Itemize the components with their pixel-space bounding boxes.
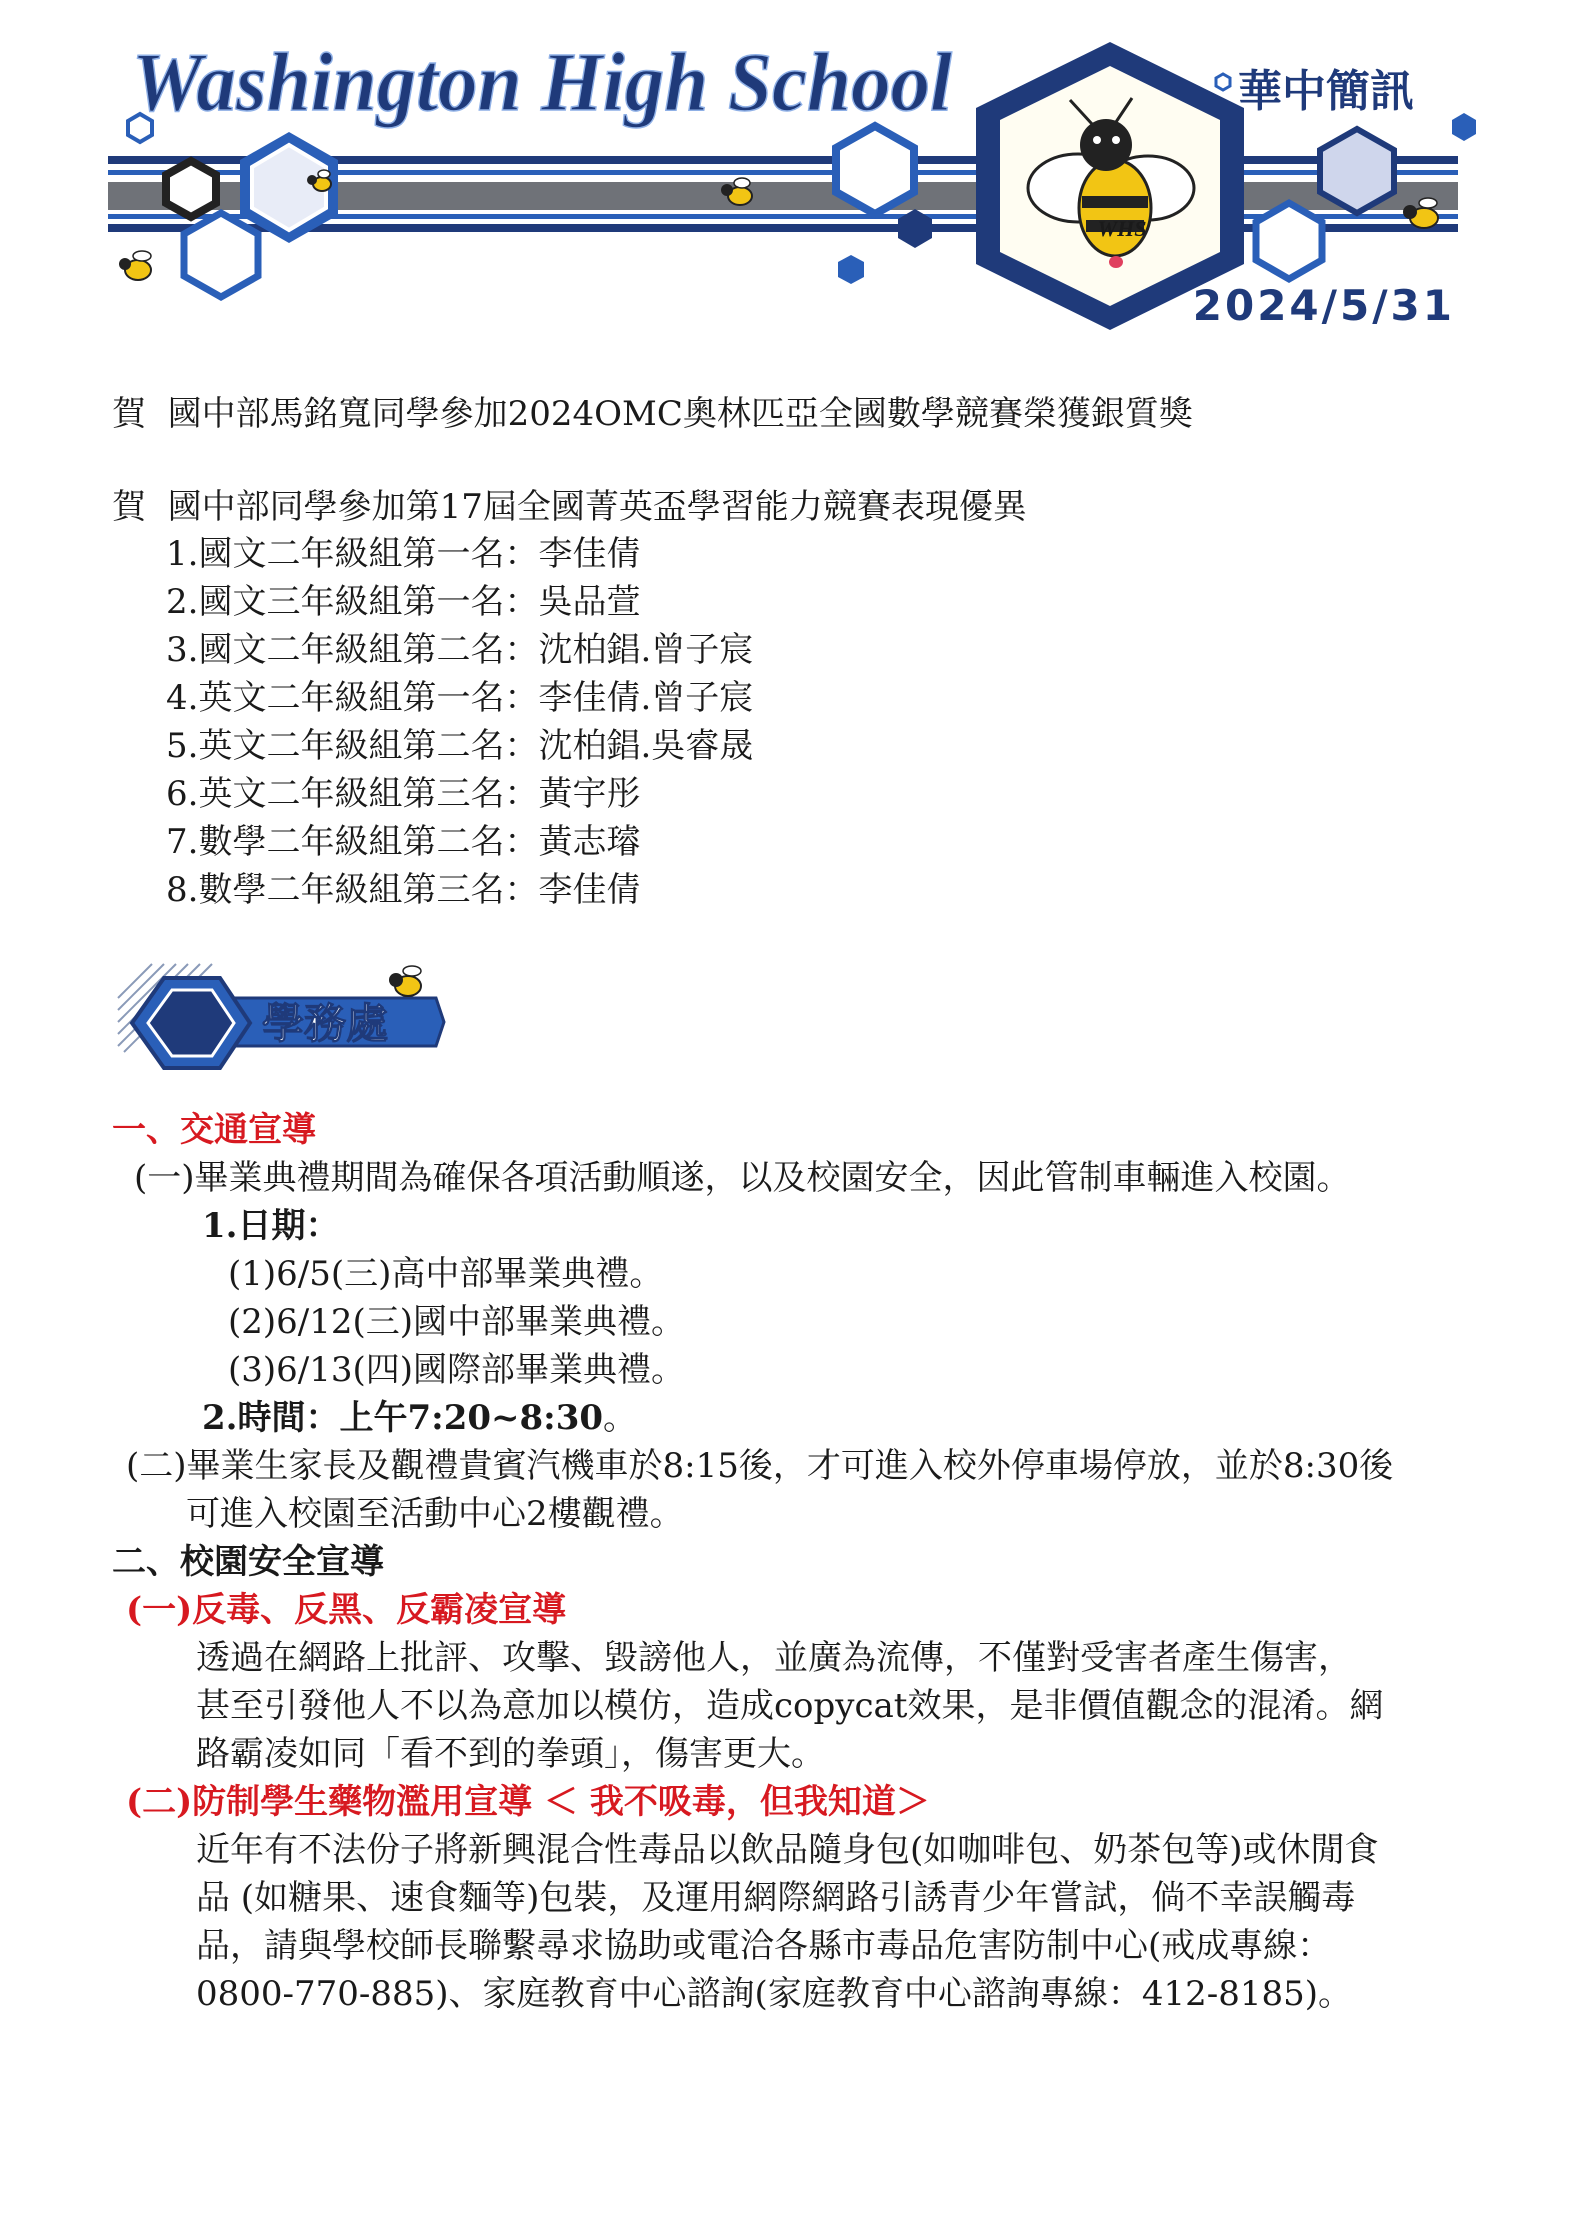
date-label: 1.日期： (202, 1206, 340, 1246)
hexagon-bullet-icon (1216, 74, 1230, 90)
award-item: 6.英文二年級組第三名：黃宇彤 (166, 774, 641, 814)
congrats-text: 國中部馬銘寬同學參加2024OMC奧林匹亞全國數學競賽榮獲銀質獎 (167, 394, 1193, 434)
drug-prevention-text: 近年有不法份子將新興混合性毒品以飲品隨身包(如咖啡包、奶茶包等)或休閒食 (196, 1830, 1379, 1870)
congrats-line (112, 392, 1193, 436)
anti-bullying-text: 透過在網路上批評、攻擊、毀謗他人，並廣為流傳，不僅對受害者產生傷害， (196, 1638, 1352, 1678)
newsletter-banner (0, 0, 1577, 345)
award-item: 7.數學二年級組第二名：黃志璿 (166, 822, 641, 862)
traffic-item-1: (一)畢業典禮期間為確保各項活動順遂，以及校園安全，因此管制車輛進入校園。 (134, 1158, 1351, 1198)
award-item: 3.國文二年級組第二名：沈柏錩.曾子宸 (166, 630, 754, 670)
anti-bullying-heading: (一)反毒、反黑、反霸凌宣導 (126, 1590, 567, 1630)
date-item: (1)6/5(三)高中部畢業典禮。 (228, 1254, 664, 1294)
award-item: 5.英文二年級組第二名：沈柏錩.吳睿晟 (166, 726, 754, 766)
anti-bullying-text: 路霸凌如同「看不到的拳頭」，傷害更大。 (196, 1734, 825, 1774)
bee-icon (389, 966, 421, 996)
congrats-prefix: 賀 (112, 487, 146, 527)
section-badge-label: 學務處 (262, 999, 389, 1048)
safety-heading: 二、校園安全宣導 (112, 1542, 384, 1582)
issue-date: 2024/5/31 (1192, 281, 1455, 330)
section-badge (112, 958, 452, 1088)
congrats-text: 國中部同學參加第17屆全國菁英盃學習能力競賽表現優異 (167, 487, 1027, 527)
award-item: 1.國文二年級組第一名：李佳倩 (166, 534, 641, 574)
anti-bullying-text: 甚至引發他人不以為意加以模仿，造成copycat效果，是非價值觀念的混淆。網 (196, 1686, 1384, 1726)
award-item: 2.國文三年級組第一名：吳品萱 (166, 582, 641, 622)
traffic-heading: 一、交通宣導 (112, 1110, 316, 1150)
bee-icon (119, 251, 151, 280)
time-line (202, 1396, 637, 1440)
time-label: 2.時間：上午7:20~8:30 (202, 1398, 604, 1438)
date-item: (2)6/12(三)國中部畢業典禮。 (228, 1302, 686, 1342)
drug-prevention-heading: (二)防制學生藥物濫用宣導 ＜ 我不吸毒，但我知道＞ (126, 1782, 930, 1822)
congrats-line (112, 485, 1027, 529)
newsletter-name: 華中簡訊 (1238, 66, 1414, 117)
school-name: Washington High School (132, 36, 953, 129)
date-item: (3)6/13(四)國際部畢業典禮。 (228, 1350, 686, 1390)
drug-prevention-text: 品，請與學校師長聯繫尋求協助或電洽各縣市毒品危害防制中心(戒成專線： (196, 1926, 1332, 1966)
traffic-item-2: (二)畢業生家長及觀禮貴賓汽機車於8:15後，才可進入校外停車場停放，並於8:30後 (126, 1446, 1394, 1486)
traffic-item-2-cont: 可進入校園至活動中心2樓觀禮。 (186, 1494, 684, 1534)
time-suffix: 。 (603, 1398, 638, 1438)
award-item: 4.英文二年級組第一名：李佳倩.曾子宸 (166, 678, 754, 718)
congrats-prefix: 賀 (112, 394, 146, 434)
logo-text: WHS (1097, 216, 1147, 241)
drug-prevention-text: 0800-770-885)、家庭教育中心諮詢(家庭教育中心諮詢專線：412-8185)。 (196, 1974, 1352, 2014)
drug-prevention-text: 品 (如糖果、速食麵等)包裝，及運用網際網路引誘青少年嘗試，倘不幸誤觸毒 (196, 1878, 1356, 1918)
award-item: 8.數學二年級組第三名：李佳倩 (166, 870, 641, 910)
